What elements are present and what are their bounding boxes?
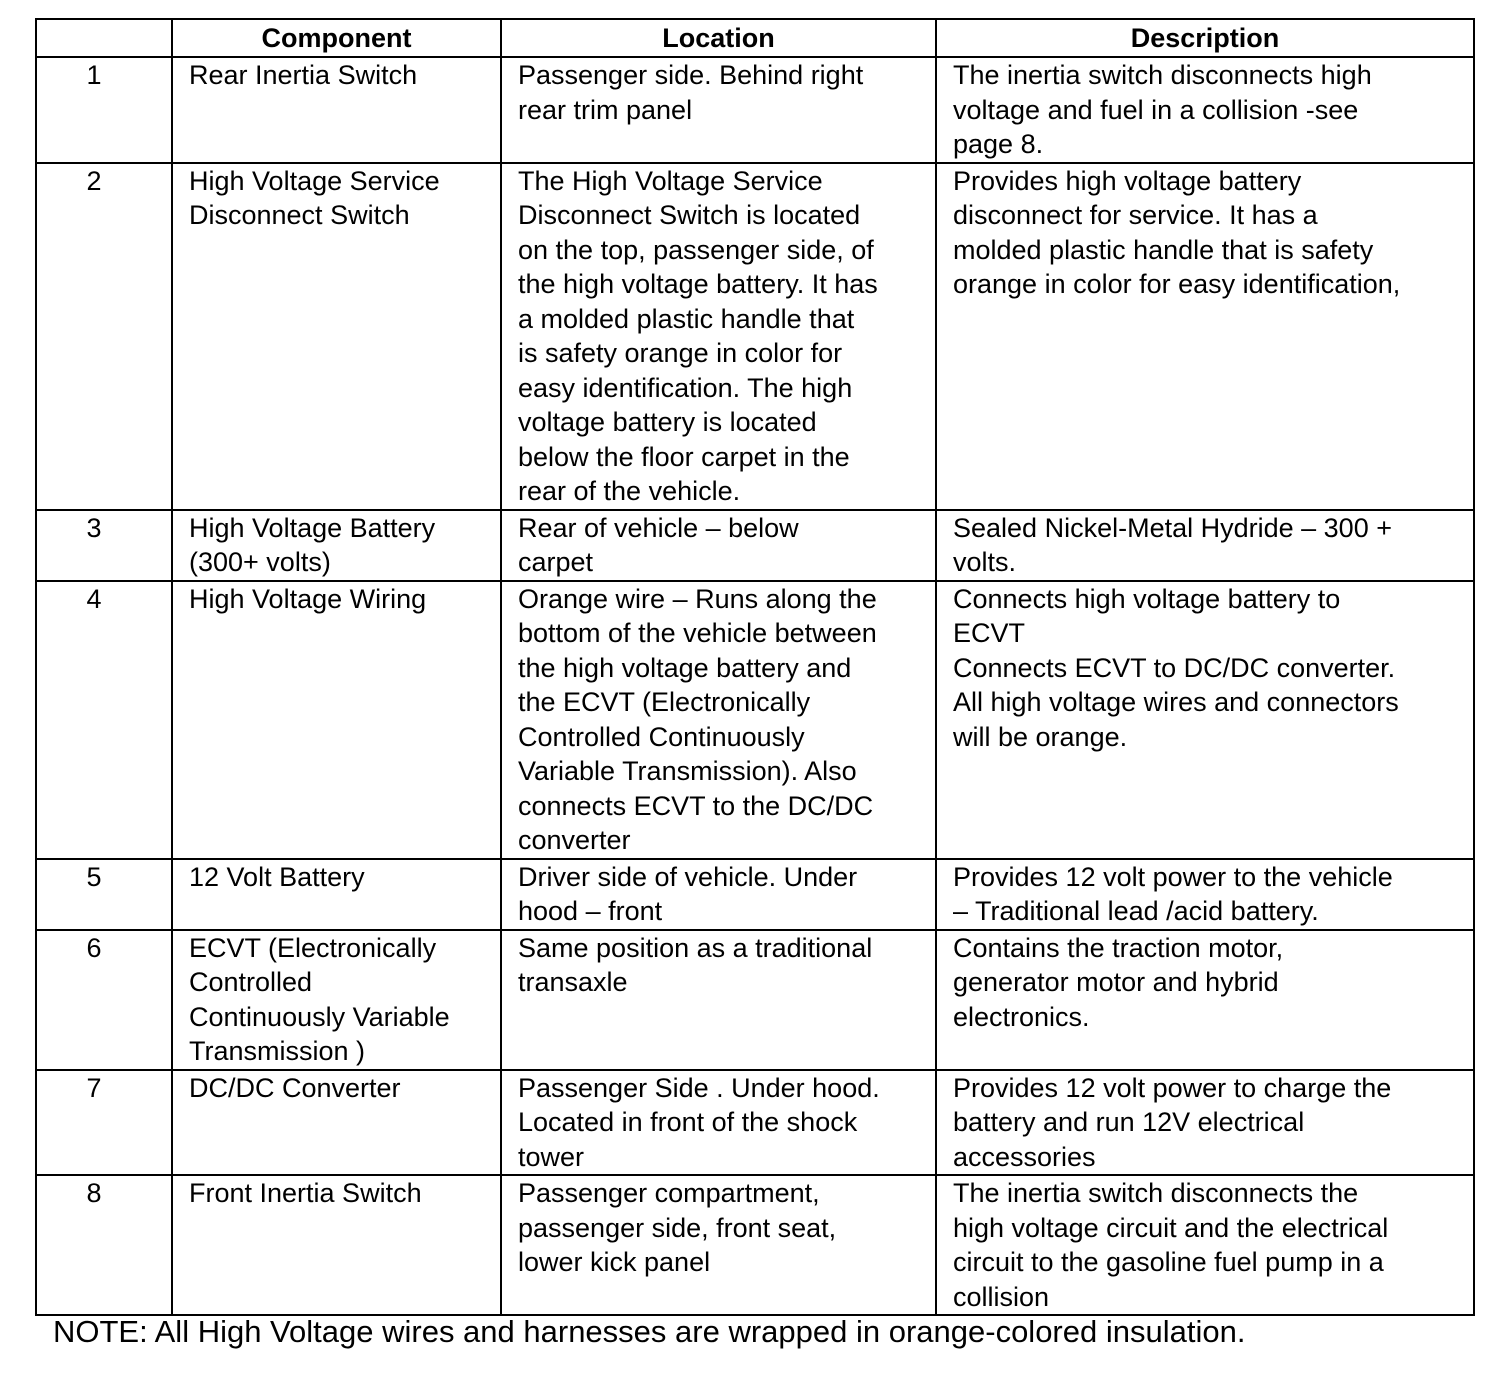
- location-text-line: Passenger Side . Under hood.: [518, 1072, 880, 1103]
- component-text-line: High Voltage Service: [189, 165, 440, 196]
- description-text-line: Provides 12 volt power to charge the: [953, 1072, 1392, 1103]
- cell-description: [936, 930, 1474, 1070]
- table-row: [36, 57, 1474, 163]
- description-text-line: volts.: [953, 547, 1017, 577]
- component-text-line: High Voltage Battery: [189, 512, 436, 543]
- cell-description: [936, 1175, 1474, 1315]
- cell-description: [936, 581, 1474, 859]
- location-text-line: a molded plastic handle that: [518, 303, 855, 334]
- component-text-line: High Voltage Wiring: [189, 583, 427, 614]
- row-number: 2: [36, 163, 172, 510]
- row-number: 1: [36, 57, 172, 163]
- cell-component: [172, 57, 501, 163]
- cell-component: [172, 930, 501, 1070]
- location-text-line: Rear of vehicle – below: [518, 512, 799, 543]
- component-text-line: DC/DC Converter: [189, 1072, 401, 1103]
- component-text-line: 12 Volt Battery: [189, 861, 365, 892]
- location-text-line: tower: [518, 1141, 585, 1172]
- row-number: 7: [36, 1070, 172, 1176]
- cell-description: [936, 163, 1474, 510]
- description-text-line: Sealed Nickel-Metal Hydride – 300 +: [953, 512, 1392, 543]
- location-text-line: the high voltage battery and: [518, 652, 852, 683]
- component-text-line: Disconnect Switch: [189, 200, 410, 230]
- location-text-line: Orange wire – Runs along the: [518, 583, 877, 614]
- component-text-line: Continuously Variable: [189, 1001, 450, 1032]
- cell-component: [172, 859, 501, 930]
- header-location: Location: [501, 19, 936, 57]
- cell-location: [501, 930, 936, 1070]
- component-text-line: ECVT (Electronically: [189, 932, 437, 963]
- location-text-line: Located in front of the shock: [518, 1107, 858, 1137]
- component-text-line: Transmission ): [189, 1036, 366, 1066]
- description-text-line: Connects ECVT to DC/DC converter.: [953, 652, 1396, 683]
- cell-component: [172, 1175, 501, 1315]
- description-text-line: All high voltage wires and connectors: [953, 687, 1399, 717]
- location-text-line: below the floor carpet in the: [518, 441, 850, 472]
- header-component: Component: [172, 19, 501, 57]
- cell-location: [501, 859, 936, 930]
- description-text-line: Provides 12 volt power to the vehicle: [953, 861, 1393, 892]
- location-text-line: Same position as a traditional: [518, 932, 873, 963]
- location-text-line: bottom of the vehicle between: [518, 618, 877, 648]
- table-row: [36, 1070, 1474, 1176]
- location-text-line: hood – front: [518, 896, 663, 926]
- component-text-line: Controlled: [189, 967, 313, 997]
- location-text-line: The High Voltage Service: [518, 165, 823, 196]
- location-text-line: carpet: [518, 547, 594, 577]
- location-text-line: Variable Transmission). Also: [518, 756, 857, 786]
- description-text-line: The inertia switch disconnects the: [953, 1178, 1359, 1208]
- table-row: [36, 859, 1474, 930]
- description-text-line: circuit to the gasoline fuel pump in a: [953, 1247, 1384, 1277]
- description-text-line: Connects high voltage battery to: [953, 583, 1341, 614]
- location-text-line: passenger side, front seat,: [518, 1212, 837, 1243]
- cell-location: [501, 1175, 936, 1315]
- location-text-line: rear trim panel: [518, 94, 693, 125]
- location-text-line: lower kick panel: [518, 1247, 711, 1277]
- header-description: Description: [936, 19, 1474, 57]
- row-number: 5: [36, 859, 172, 930]
- location-text-line: Passenger side. Behind right: [518, 60, 864, 90]
- cell-location: [501, 581, 936, 859]
- cell-location: [501, 57, 936, 163]
- cell-description: [936, 1070, 1474, 1176]
- table-row: [36, 581, 1474, 859]
- location-text-line: easy identification. The high: [518, 372, 853, 403]
- cell-location: [501, 163, 936, 510]
- location-text-line: the high voltage battery. It has: [518, 269, 878, 299]
- row-number: 4: [36, 581, 172, 859]
- row-number: 6: [36, 930, 172, 1070]
- location-text-line: the ECVT (Electronically: [518, 687, 811, 717]
- description-text-line: orange in color for easy identification,: [953, 269, 1401, 299]
- row-number: 3: [36, 510, 172, 581]
- cell-component: [172, 163, 501, 510]
- table-row: [36, 1175, 1474, 1315]
- footnote: NOTE: All High Voltage wires and harnesses are wrapped in orange-colored insulation.: [53, 1314, 1246, 1349]
- description-text-line: collision: [953, 1281, 1050, 1312]
- description-text-line: page 8.: [953, 129, 1044, 159]
- component-text-line: Rear Inertia Switch: [189, 60, 418, 90]
- description-text-line: Provides high voltage battery: [953, 165, 1302, 196]
- table-body: [36, 57, 1474, 1315]
- location-text-line: connects ECVT to the DC/DC: [518, 790, 874, 821]
- row-number: 8: [36, 1175, 172, 1315]
- description-text-line: molded plastic handle that is safety: [953, 234, 1374, 265]
- description-text-line: Contains the traction motor,: [953, 932, 1284, 963]
- location-text-line: voltage battery is located: [518, 407, 817, 437]
- cell-component: [172, 510, 501, 581]
- description-text-line: disconnect for service. It has a: [953, 200, 1318, 230]
- table-row: [36, 930, 1474, 1070]
- location-text-line: converter: [518, 825, 631, 855]
- description-text-line: will be orange.: [953, 721, 1128, 752]
- description-text-line: – Traditional lead /acid battery.: [953, 896, 1319, 926]
- table-header-row: [36, 19, 1474, 57]
- cell-description: [936, 57, 1474, 163]
- component-text-line: Front Inertia Switch: [189, 1178, 422, 1208]
- table-row: [36, 163, 1474, 510]
- description-text-line: voltage and fuel in a collision -see: [953, 94, 1359, 125]
- description-text-line: The inertia switch disconnects high: [953, 60, 1372, 90]
- cell-location: [501, 510, 936, 581]
- component-table: [35, 18, 1475, 1316]
- table-row: [36, 510, 1474, 581]
- description-text-line: accessories: [953, 1141, 1096, 1172]
- location-text-line: on the top, passenger side, of: [518, 234, 874, 265]
- location-text-line: transaxle: [518, 967, 628, 997]
- description-text-line: generator motor and hybrid: [953, 967, 1279, 997]
- location-text-line: is safety orange in color for: [518, 338, 843, 368]
- description-text-line: battery and run 12V electrical: [953, 1107, 1305, 1137]
- description-text-line: ECVT: [953, 618, 1026, 648]
- location-text-line: Driver side of vehicle. Under: [518, 861, 858, 892]
- cell-description: [936, 510, 1474, 581]
- cell-component: [172, 1070, 501, 1176]
- component-text-line: (300+ volts): [189, 547, 331, 577]
- cell-location: [501, 1070, 936, 1176]
- cell-component: [172, 581, 501, 859]
- location-text-line: Controlled Continuously: [518, 721, 805, 752]
- cell-description: [936, 859, 1474, 930]
- location-text-line: Passenger compartment,: [518, 1178, 820, 1208]
- description-text-line: electronics.: [953, 1001, 1090, 1032]
- location-text-line: Disconnect Switch is located: [518, 200, 861, 230]
- header-number: [36, 19, 172, 57]
- description-text-line: high voltage circuit and the electrical: [953, 1212, 1389, 1243]
- location-text-line: rear of the vehicle.: [518, 476, 741, 506]
